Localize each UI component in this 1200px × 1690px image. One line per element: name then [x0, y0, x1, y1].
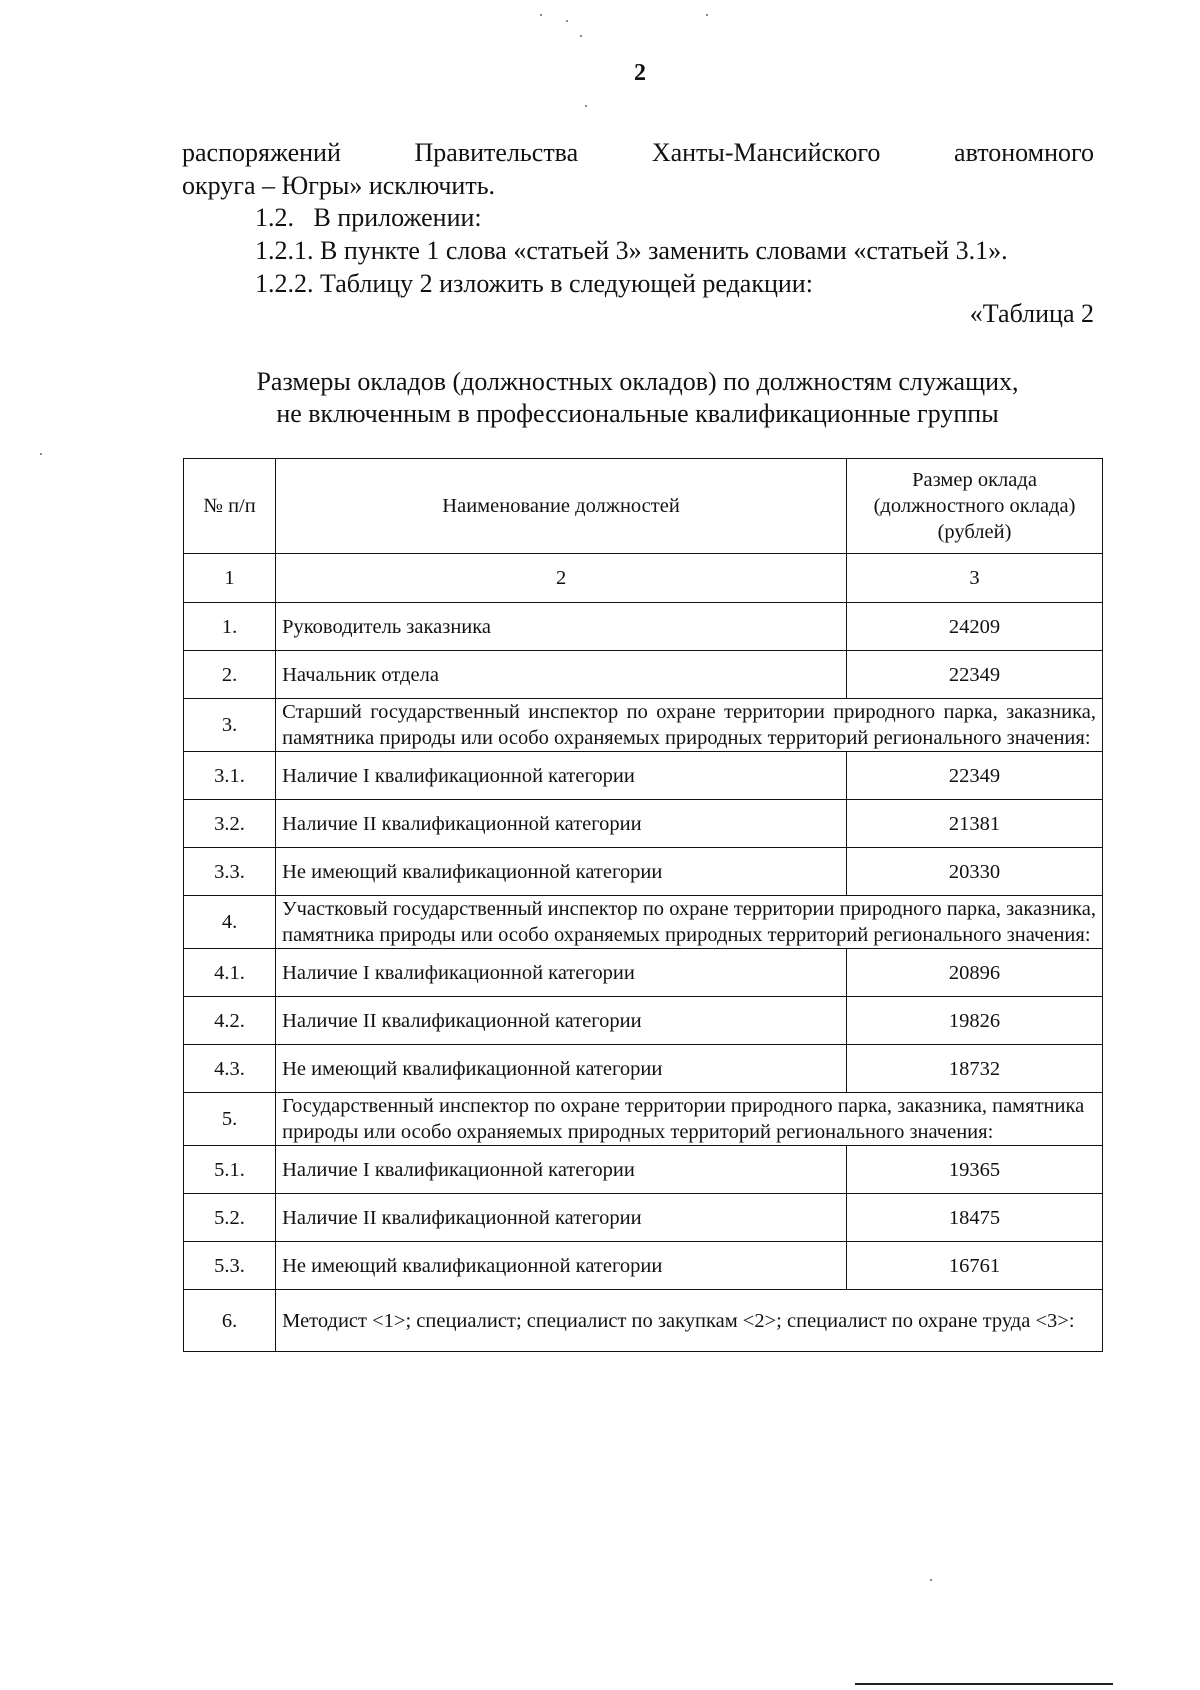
row-num: 1.: [184, 603, 276, 651]
scan-speck: [566, 20, 568, 22]
clause-1-2: 1.2. В приложении:: [255, 203, 482, 232]
table-row: [184, 752, 1103, 800]
row-name: Наличие II квалификационной категории: [276, 997, 847, 1045]
paragraph-line-2: округа – Югры» исключить.: [182, 171, 496, 200]
word: Правительства: [414, 138, 579, 167]
table-row: [184, 1146, 1103, 1194]
row-group-title: Государственный инспектор по охране территории природного парка, заказника, памятника природы или особо охраняемых природных территорий регионального значения:: [276, 1093, 1103, 1146]
table-row: [184, 949, 1103, 997]
row-salary: 19365: [847, 1146, 1103, 1194]
word: Ханты-Мансийского: [651, 138, 881, 167]
clause-1-2-2: 1.2.2. Таблицу 2 изложить в следующей редакции:: [255, 269, 813, 298]
column-number: 3: [847, 554, 1103, 603]
row-salary: 20330: [847, 848, 1103, 896]
paragraph-line-1: [182, 136, 1094, 169]
scan-speck: [930, 1579, 932, 1581]
table-row: [184, 1242, 1103, 1290]
column-number-row: [184, 554, 1103, 603]
row-name: Наличие I квалификационной категории: [276, 752, 847, 800]
row-num: 5.: [184, 1093, 276, 1146]
row-group-title: Участковый государственный инспектор по охране территории природного парка, заказника, памятника природы или особо охраняемых природных территорий регионального значения:: [276, 896, 1103, 949]
clause-1-2-1: 1.2.1. В пункте 1 слова «статьей 3» заменить словами «статьей 3.1».: [255, 236, 1008, 265]
row-group-title: Старший государственный инспектор по охране территории природного парка, заказника, памятника природы или особо охраняемых природных территорий регионального значения:: [276, 699, 1103, 752]
row-num: 6.: [184, 1290, 276, 1352]
table-row: [184, 651, 1103, 699]
table-row: [184, 603, 1103, 651]
row-name: Не имеющий квалификационной категории: [276, 848, 847, 896]
table-group-row: [184, 1093, 1103, 1146]
scan-edge-line: [855, 1683, 1113, 1685]
table-group-row: [184, 1290, 1103, 1352]
word: распоряжений: [182, 138, 341, 167]
table-title-line-1: Размеры окладов (должностных окладов) по должностям служащих,: [256, 367, 1019, 396]
row-num: 5.1.: [184, 1146, 276, 1194]
table-group-row: [184, 896, 1103, 949]
scan-speck: [706, 14, 708, 16]
scan-speck: [585, 105, 587, 107]
table-group-row: [184, 699, 1103, 752]
row-salary: 20896: [847, 949, 1103, 997]
row-num: 4.3.: [184, 1045, 276, 1093]
row-salary: 22349: [847, 752, 1103, 800]
row-num: 3.: [184, 699, 276, 752]
scan-speck: [540, 14, 542, 16]
row-salary: 22349: [847, 651, 1103, 699]
row-num: 4.: [184, 896, 276, 949]
table-row: [184, 800, 1103, 848]
row-name: Наличие II квалификационной категории: [276, 1194, 847, 1242]
table-row: [184, 1045, 1103, 1093]
table-row: [184, 1194, 1103, 1242]
table-row: [184, 848, 1103, 896]
row-name: Руководитель заказника: [276, 603, 847, 651]
header-num: № п/п: [184, 459, 276, 554]
row-num: 4.2.: [184, 997, 276, 1045]
row-name: Начальник отдела: [276, 651, 847, 699]
row-name: Не имеющий квалификационной категории: [276, 1242, 847, 1290]
table-title-line-2: не включенным в профессиональные квалификационные группы: [276, 399, 999, 428]
row-name: Не имеющий квалификационной категории: [276, 1045, 847, 1093]
row-num: 4.1.: [184, 949, 276, 997]
header-salary-line: (рублей): [937, 521, 1012, 543]
row-num: 5.2.: [184, 1194, 276, 1242]
row-salary: 21381: [847, 800, 1103, 848]
word: автономного: [954, 138, 1095, 167]
row-name: Наличие I квалификационной категории: [276, 949, 847, 997]
row-salary: 18475: [847, 1194, 1103, 1242]
page-number: 2: [634, 60, 646, 86]
row-num: 3.1.: [184, 752, 276, 800]
row-num: 2.: [184, 651, 276, 699]
column-number: 2: [276, 554, 847, 603]
table-title: [180, 366, 1095, 430]
row-group-title: Методист <1>; специалист; специалист по закупкам <2>; специалист по охране труда <3>:: [276, 1290, 1103, 1352]
row-salary: 24209: [847, 603, 1103, 651]
scan-speck: [40, 453, 42, 455]
header-salary-line: Размер оклада: [912, 469, 1037, 491]
salary-table: [183, 458, 1103, 1352]
scan-speck: [580, 35, 582, 37]
header-salary-line: (должностного оклада): [873, 495, 1076, 517]
header-name: Наименование должностей: [276, 459, 847, 554]
column-number: 1: [184, 554, 276, 603]
row-num: 5.3.: [184, 1242, 276, 1290]
row-salary: 18732: [847, 1045, 1103, 1093]
header-salary: [847, 459, 1103, 554]
row-name: Наличие II квалификационной категории: [276, 800, 847, 848]
row-salary: 16761: [847, 1242, 1103, 1290]
row-num: 3.3.: [184, 848, 276, 896]
table-caption: «Таблица 2: [969, 299, 1094, 328]
table-header-row: [184, 459, 1103, 554]
row-name: Наличие I квалификационной категории: [276, 1146, 847, 1194]
table-row: [184, 997, 1103, 1045]
row-num: 3.2.: [184, 800, 276, 848]
row-salary: 19826: [847, 997, 1103, 1045]
